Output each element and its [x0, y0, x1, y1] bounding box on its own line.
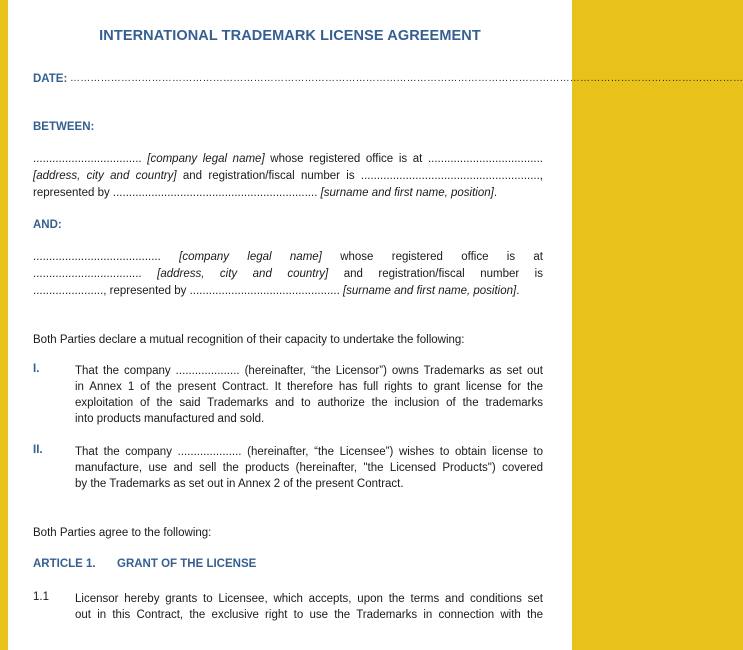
item-1-line: in Annex 1 of the present Contract. It therefore has full rights to grant license for the	[75, 381, 543, 393]
article-title: GRANT OF THE LICENSE	[117, 558, 257, 570]
clause-line: Licensor hereby grants to Licensee, which accepts, upon the terms and conditions set	[75, 593, 543, 605]
item-2-text	[75, 444, 543, 492]
document-page	[8, 0, 743, 650]
date-label: DATE:	[33, 73, 68, 85]
item-1-line: That the company .................... (hereinafter, “the Licensor”) owns Trademarks as set out	[75, 365, 543, 377]
item-1-line: exploitation of the said Trademarks and to authorize the inclusion of the trademarks	[75, 397, 543, 409]
between-line-3: represented by ................................................................ [surname and first name, position].	[33, 187, 498, 199]
clause-text	[75, 591, 543, 623]
document-title: INTERNATIONAL TRADEMARK LICENSE AGREEMENT	[99, 28, 481, 44]
clause-number: 1.1	[33, 591, 49, 603]
item-number-1: I.	[33, 363, 40, 375]
item-2-line: by the Trademarks as set out in Annex 2 of the present Contract.	[75, 478, 404, 490]
date-blank: ………………………………………………………………………………………………………………………………………………………………………………	[70, 73, 743, 84]
between-line-1: .................................. [company legal name] whose registered office is at ....................................	[33, 153, 543, 165]
item-2-line: That the company .................... (hereinafter, “the Licensee”) wishes to obtain license to	[75, 446, 543, 458]
and-line-2: .................................. [address, city and country] and registration/fiscal number is	[33, 268, 543, 280]
item-1-line: into products manufactured and sold.	[75, 413, 265, 425]
item-1-text	[75, 363, 543, 427]
article-number: ARTICLE 1.	[33, 558, 96, 570]
between-label: BETWEEN:	[33, 121, 95, 133]
item-2-line: manufacture, use and sell the products (hereinafter, "the Licensed Products") covered	[75, 462, 543, 474]
and-line-3: ......................, represented by ............................................... [surname and first name, position].	[33, 285, 520, 297]
between-party-block	[33, 151, 543, 202]
and-party-block	[33, 249, 543, 300]
agree-paragraph: Both Parties agree to the following:	[33, 527, 212, 539]
and-line-1: ........................................ [company legal name] whose registered office is at	[33, 251, 544, 263]
item-number-2: II.	[33, 444, 43, 456]
between-line-2: [address, city and country] and registration/fiscal number is ........................................................,	[33, 170, 543, 182]
clause-line: out in this Contract, the exclusive right to use the Trademarks in connection with the	[75, 609, 543, 621]
declare-paragraph: Both Parties declare a mutual recognition of their capacity to undertake the following:	[33, 334, 465, 346]
and-label: AND:	[33, 219, 62, 231]
